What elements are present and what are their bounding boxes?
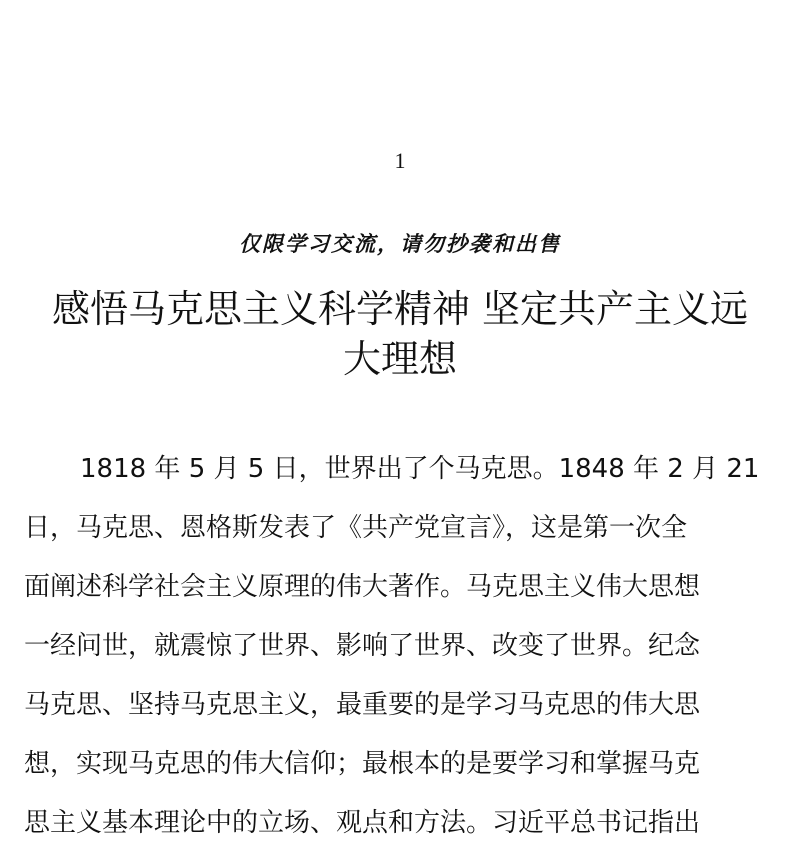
body-line-7: 思主义基本理论中的立场、观点和方法。习近平总书记指出 (24, 808, 701, 838)
body-line-4: 一经问世，就震惊了世界、影响了世界、改变了世界。纪念 (24, 631, 701, 661)
body-line-2: 日，马克思、恩格斯发表了《共产党宣言》，这是第一次全 (24, 513, 688, 543)
title-line-2: 大理想 (342, 337, 457, 381)
body-line-5: 马克思、坚持马克思主义，最重要的是学习马克思的伟大思 (24, 690, 701, 720)
body-paragraph (24, 440, 784, 853)
body-line-1: 1818 年 5 月 5 日，世界出了个马克思。1848 年 2 月 21 (80, 454, 760, 484)
document-title (20, 284, 780, 384)
title-line-1: 感悟马克思主义科学精神 坚定共产主义远 (51, 287, 749, 331)
body-line-6: 想，实现马克思的伟大信仰；最根本的是要学习和掌握马克 (24, 749, 701, 779)
body-line-3: 面阐述科学社会主义原理的伟大著作。马克思主义伟大思想 (24, 572, 701, 602)
watermark-notice: 仅限学习交流，请勿抄袭和出售 (239, 231, 561, 256)
page-number: 1 (394, 148, 406, 173)
